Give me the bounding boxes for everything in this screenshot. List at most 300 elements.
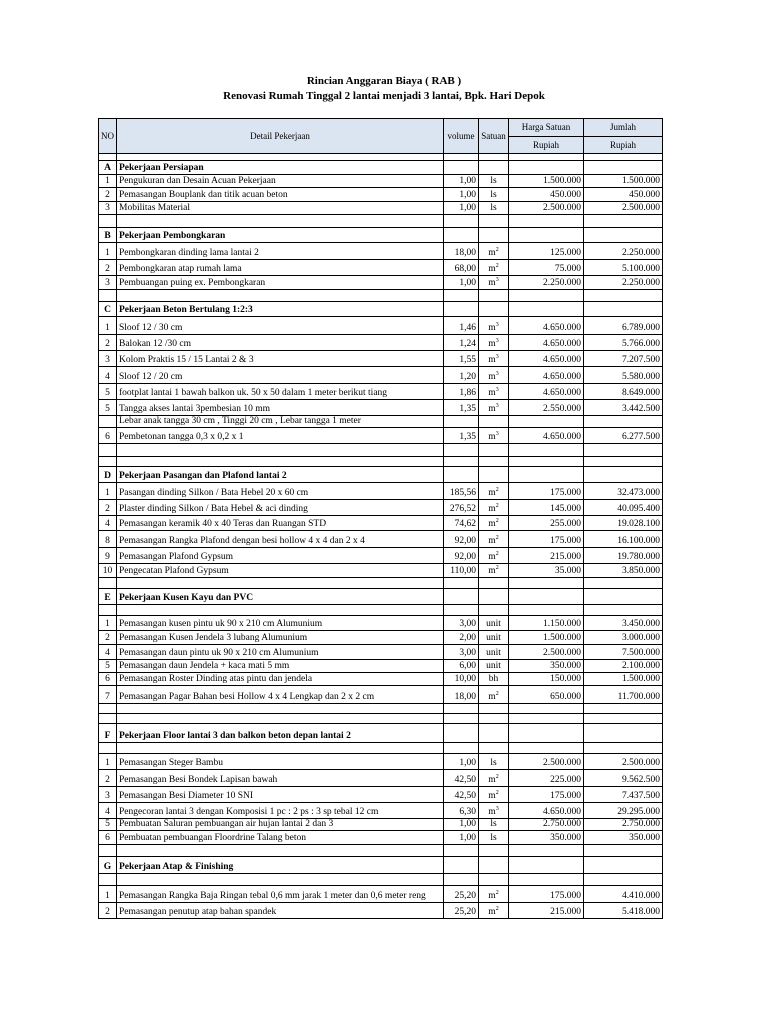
item-harga-satuan: 2.500.000: [509, 202, 584, 215]
empty-cell: [584, 290, 663, 302]
unit-text: m: [488, 323, 496, 333]
empty-cell: [117, 154, 444, 161]
empty-cell: [509, 704, 584, 714]
rab-table: [98, 118, 663, 919]
item-description: Sloof 12 / 30 cm: [117, 317, 444, 335]
item-volume: 68,00: [444, 260, 479, 276]
item-description: Pemasangan daun Jendela + kaca mati 5 mm: [117, 660, 444, 673]
section-header-row: [99, 724, 663, 743]
unit-text: m: [488, 566, 496, 576]
item-harga-satuan: 4.650.000: [509, 351, 584, 367]
item-volume: 25,20: [444, 886, 479, 903]
unit-exponent: 2: [495, 565, 499, 571]
item-jumlah: 450.000: [584, 188, 663, 202]
item-unit: [479, 175, 509, 188]
item-unit: [479, 631, 509, 645]
item-jumlah: 2.250.000: [584, 276, 663, 290]
empty-cell: [444, 578, 479, 589]
unit-exponent: 2: [495, 691, 499, 697]
item-harga-satuan: 255.000: [509, 516, 584, 531]
empty-cell: [99, 154, 117, 161]
item-unit: [479, 770, 509, 787]
empty-cell: [117, 444, 444, 457]
item-volume: 42,50: [444, 787, 479, 803]
empty-cell: [444, 605, 479, 616]
item-harga-satuan: 125.000: [509, 243, 584, 260]
unit-text: m: [488, 278, 496, 288]
unit-text: m: [488, 504, 496, 514]
item-description: Pasangan dinding Silkon / Bata Hebel 20 x 60 cm: [117, 483, 444, 500]
table-row: [99, 616, 663, 631]
empty-cell: [584, 154, 663, 161]
item-jumlah: 7.207.500: [584, 351, 663, 367]
item-no: 4: [99, 516, 117, 531]
item-no: 6: [99, 831, 117, 845]
empty-cell: [444, 290, 479, 302]
table-row: [99, 367, 663, 384]
empty-cell: [99, 578, 117, 589]
section-title: Pekerjaan Persiapan: [117, 161, 444, 175]
unit-exponent: 3: [495, 338, 499, 344]
unit-exponent: 2: [495, 247, 499, 253]
item-no: 1: [99, 754, 117, 770]
header-harga-rupiah: Rupiah: [509, 137, 584, 154]
unit-exponent: 2: [495, 890, 499, 896]
item-volume: [444, 416, 479, 428]
item-jumlah: 350.000: [584, 831, 663, 845]
empty-cell: [584, 589, 663, 605]
item-volume: 74,62: [444, 516, 479, 531]
empty-cell: [444, 589, 479, 605]
item-no: 3: [99, 276, 117, 290]
document-subtitle: Renovasi Rumah Tinggal 2 lantai menjadi 3 lantai, Bpk. Hari Depok: [223, 90, 545, 102]
item-harga-satuan: 350.000: [509, 660, 584, 673]
table-row: [99, 500, 663, 516]
item-volume: 1,55: [444, 351, 479, 367]
unit-text: m: [488, 775, 496, 785]
item-description: Pemasangan Bouplank dan titik acuan beton: [117, 188, 444, 202]
item-harga-satuan: 225.000: [509, 770, 584, 787]
item-jumlah: 9.562.500: [584, 770, 663, 787]
empty-cell: [444, 467, 479, 483]
item-volume: 18,00: [444, 243, 479, 260]
item-jumlah: 4.410.000: [584, 886, 663, 903]
item-unit: [479, 531, 509, 548]
section-code: C: [99, 302, 117, 317]
empty-cell: [509, 578, 584, 589]
empty-cell: [509, 874, 584, 886]
item-unit: [479, 819, 509, 831]
empty-cell: [584, 228, 663, 243]
table-row: [99, 276, 663, 290]
unit-text: ls: [490, 758, 497, 768]
empty-cell: [584, 161, 663, 175]
table-row: [99, 673, 663, 686]
blank-row: [99, 845, 663, 857]
unit-text: unit: [486, 661, 501, 671]
empty-cell: [99, 215, 117, 228]
empty-cell: [444, 228, 479, 243]
document-title: Rincian Anggaran Biaya ( RAB ): [306, 75, 462, 87]
item-description: Pengecatan Plafond Gypsum: [117, 564, 444, 578]
empty-cell: [99, 743, 117, 754]
table-row: [99, 645, 663, 660]
empty-cell: [99, 457, 117, 467]
item-volume: 1,00: [444, 175, 479, 188]
item-description: Pembuangan puing ex. Pembongkaran: [117, 276, 444, 290]
section-code: G: [99, 857, 117, 874]
header-detail: Detail Pekerjaan: [117, 119, 444, 154]
item-volume: 6,30: [444, 803, 479, 819]
item-description: Pengecoran lantai 3 dengan Komposisi 1 pc : 2 ps : 3 sp tebal 12 cm: [117, 803, 444, 819]
empty-cell: [117, 457, 444, 467]
item-harga-satuan: 215.000: [509, 548, 584, 564]
empty-cell: [509, 714, 584, 724]
item-harga-satuan: 2.500.000: [509, 754, 584, 770]
item-harga-satuan: 4.650.000: [509, 367, 584, 384]
header-jumlah-rupiah: Rupiah: [584, 137, 663, 154]
item-jumlah: 7.437.500: [584, 787, 663, 803]
item-volume: 276,52: [444, 500, 479, 516]
empty-cell: [584, 578, 663, 589]
item-unit: [479, 243, 509, 260]
item-unit: [479, 384, 509, 400]
empty-cell: [509, 724, 584, 743]
empty-cell: [117, 704, 444, 714]
empty-cell: [444, 161, 479, 175]
table-row: [99, 819, 663, 831]
item-no: 6: [99, 673, 117, 686]
empty-cell: [479, 215, 509, 228]
item-volume: 92,00: [444, 531, 479, 548]
item-no: 7: [99, 686, 117, 704]
empty-cell: [479, 589, 509, 605]
item-no: 2: [99, 770, 117, 787]
item-no: 8: [99, 531, 117, 548]
unit-text: m: [488, 891, 496, 901]
empty-cell: [444, 743, 479, 754]
empty-cell: [479, 154, 509, 161]
item-volume: 1,46: [444, 317, 479, 335]
empty-cell: [99, 290, 117, 302]
item-no: 5: [99, 400, 117, 416]
item-description: Pemasangan daun pintu uk 90 x 210 cm Alumunium: [117, 645, 444, 660]
empty-cell: [584, 444, 663, 457]
item-description: Sloof 12 / 20 cm: [117, 367, 444, 384]
item-jumlah: 19.780.000: [584, 548, 663, 564]
table-row: [99, 202, 663, 215]
item-description: Pembongkaran dinding lama lantai 2: [117, 243, 444, 260]
empty-cell: [479, 161, 509, 175]
item-volume: 10,00: [444, 673, 479, 686]
item-harga-satuan: 1.500.000: [509, 631, 584, 645]
item-volume: 1,00: [444, 276, 479, 290]
unit-exponent: 2: [495, 551, 499, 557]
item-no: 3: [99, 202, 117, 215]
table-row: [99, 548, 663, 564]
item-description: Pemasangan keramik 40 x 40 Teras dan Ruangan STD: [117, 516, 444, 531]
item-volume: 1,35: [444, 428, 479, 444]
item-jumlah: 6.277.500: [584, 428, 663, 444]
empty-cell: [584, 467, 663, 483]
item-harga-satuan: 2.250.000: [509, 276, 584, 290]
item-no: 2: [99, 260, 117, 276]
empty-cell: [509, 857, 584, 874]
item-description: footplat lantai 1 bawah balkon uk. 50 x 50 dalam 1 meter berikut tiang: [117, 384, 444, 400]
table-row: [99, 317, 663, 335]
empty-cell: [117, 714, 444, 724]
item-no: 2: [99, 188, 117, 202]
item-jumlah: 1.500.000: [584, 673, 663, 686]
table-row: [99, 803, 663, 819]
empty-cell: [117, 874, 444, 886]
item-no: 1: [99, 317, 117, 335]
empty-cell: [584, 457, 663, 467]
empty-cell: [509, 845, 584, 857]
section-title: Pekerjaan Atap & Finishing: [117, 857, 444, 874]
empty-cell: [117, 578, 444, 589]
item-jumlah: 5.766.000: [584, 335, 663, 351]
item-jumlah: 29.295.000: [584, 803, 663, 819]
item-harga-satuan: 145.000: [509, 500, 584, 516]
empty-cell: [509, 605, 584, 616]
item-jumlah: 2.500.000: [584, 202, 663, 215]
unit-exponent: 2: [495, 906, 499, 912]
item-jumlah: 2.750.000: [584, 819, 663, 831]
empty-cell: [99, 874, 117, 886]
item-harga-satuan: 1.500.000: [509, 175, 584, 188]
item-jumlah: [584, 416, 663, 428]
item-volume: 1,00: [444, 188, 479, 202]
empty-cell: [509, 290, 584, 302]
item-harga-satuan: 450.000: [509, 188, 584, 202]
item-unit: [479, 516, 509, 531]
empty-cell: [117, 290, 444, 302]
item-no: 1: [99, 483, 117, 500]
table-row: [99, 243, 663, 260]
item-unit: [479, 483, 509, 500]
table-row: [99, 660, 663, 673]
empty-cell: [584, 605, 663, 616]
empty-cell: [479, 290, 509, 302]
empty-cell: [479, 724, 509, 743]
item-no: [99, 416, 117, 428]
item-harga-satuan: 215.000: [509, 903, 584, 919]
unit-exponent: 3: [495, 806, 499, 812]
item-description: Pembuatan Saluran pembuangan air hujan lantai 2 dan 3: [117, 819, 444, 831]
empty-cell: [99, 605, 117, 616]
table-row: [99, 531, 663, 548]
item-jumlah: 2.100.000: [584, 660, 663, 673]
empty-cell: [444, 457, 479, 467]
item-unit: [479, 202, 509, 215]
empty-cell: [444, 154, 479, 161]
item-description: Pemasangan Rangka Plafond dengan besi hollow 4 x 4 dan 2 x 4: [117, 531, 444, 548]
table-row: [99, 384, 663, 400]
item-unit: [479, 754, 509, 770]
section-header-row: [99, 467, 663, 483]
section-code: E: [99, 589, 117, 605]
item-no: 3: [99, 787, 117, 803]
item-jumlah: 16.100.000: [584, 531, 663, 548]
empty-cell: [117, 215, 444, 228]
empty-cell: [509, 589, 584, 605]
table-row: [99, 886, 663, 903]
empty-cell: [509, 154, 584, 161]
item-description: Plaster dinding Silkon / Bata Hebel & aci dinding: [117, 500, 444, 516]
table-row: [99, 564, 663, 578]
item-volume: 1,00: [444, 202, 479, 215]
item-unit: [479, 660, 509, 673]
empty-cell: [509, 444, 584, 457]
item-unit: [479, 548, 509, 564]
empty-cell: [479, 302, 509, 317]
item-unit: [479, 188, 509, 202]
unit-exponent: 3: [495, 431, 499, 437]
blank-row: [99, 444, 663, 457]
item-description: Pemasangan Steger Bambu: [117, 754, 444, 770]
section-title: Pekerjaan Beton Bertulang 1:2:3: [117, 302, 444, 317]
table-row: [99, 686, 663, 704]
item-unit: [479, 428, 509, 444]
item-harga-satuan: 4.650.000: [509, 428, 584, 444]
item-volume: 110,00: [444, 564, 479, 578]
empty-cell: [584, 724, 663, 743]
item-no: 3: [99, 351, 117, 367]
item-jumlah: 5.580.000: [584, 367, 663, 384]
item-volume: 1,24: [444, 335, 479, 351]
item-unit: [479, 564, 509, 578]
empty-cell: [479, 444, 509, 457]
empty-cell: [117, 605, 444, 616]
header-no: NO: [99, 119, 117, 154]
item-volume: 25,20: [444, 903, 479, 919]
unit-text: m: [488, 488, 496, 498]
table-row: [99, 754, 663, 770]
table-row: [99, 831, 663, 845]
empty-cell: [584, 215, 663, 228]
item-unit: [479, 886, 509, 903]
empty-cell: [479, 605, 509, 616]
unit-exponent: 3: [495, 354, 499, 360]
item-unit: [479, 400, 509, 416]
item-no: 4: [99, 803, 117, 819]
empty-cell: [584, 857, 663, 874]
item-unit: [479, 351, 509, 367]
empty-cell: [479, 467, 509, 483]
empty-cell: [584, 874, 663, 886]
item-volume: 18,00: [444, 686, 479, 704]
empty-cell: [99, 714, 117, 724]
item-harga-satuan: 175.000: [509, 483, 584, 500]
empty-cell: [117, 743, 444, 754]
item-no: 4: [99, 645, 117, 660]
item-unit: [479, 367, 509, 384]
item-description: Pemasangan kusen pintu uk 90 x 210 cm Alumunium: [117, 616, 444, 631]
item-description: Pengukuran dan Desain Acuan Pekerjaan: [117, 175, 444, 188]
item-unit: [479, 673, 509, 686]
empty-cell: [509, 457, 584, 467]
unit-exponent: 2: [495, 790, 499, 796]
item-jumlah: 8.649.000: [584, 384, 663, 400]
section-header-row: [99, 228, 663, 243]
table-row: [99, 787, 663, 803]
empty-cell: [444, 215, 479, 228]
table-row: [99, 351, 663, 367]
unit-exponent: 2: [495, 487, 499, 493]
item-unit: [479, 276, 509, 290]
table-row: [99, 903, 663, 919]
empty-cell: [509, 161, 584, 175]
item-volume: 3,00: [444, 616, 479, 631]
unit-text: m: [488, 248, 496, 258]
unit-exponent: 3: [495, 322, 499, 328]
item-no: 6: [99, 428, 117, 444]
unit-exponent: 2: [495, 535, 499, 541]
empty-cell: [99, 444, 117, 457]
item-unit: [479, 616, 509, 631]
blank-row: [99, 605, 663, 616]
item-no: 1: [99, 243, 117, 260]
unit-exponent: 2: [495, 263, 499, 269]
empty-cell: [479, 228, 509, 243]
item-harga-satuan: 4.650.000: [509, 335, 584, 351]
item-harga-satuan: 150.000: [509, 673, 584, 686]
item-jumlah: 2.250.000: [584, 243, 663, 260]
item-harga-satuan: 4.650.000: [509, 317, 584, 335]
empty-cell: [509, 215, 584, 228]
section-code: D: [99, 467, 117, 483]
unit-text: ls: [490, 190, 497, 200]
item-no: 5: [99, 819, 117, 831]
item-unit: [479, 317, 509, 335]
item-description: Pemasangan Besi Diameter 10 SNI: [117, 787, 444, 803]
table-row: [99, 631, 663, 645]
empty-cell: [444, 444, 479, 457]
item-description: Tangga akses lantai 3pembesian 10 mm: [117, 400, 444, 416]
item-description: Pembuatan pembuangan Floordrine Talang beton: [117, 831, 444, 845]
section-code: F: [99, 724, 117, 743]
header-harga-satuan: Harga Satuan: [509, 119, 584, 137]
item-volume: 2,00: [444, 631, 479, 645]
table-row: [99, 335, 663, 351]
table-body: [99, 154, 663, 919]
empty-cell: [479, 845, 509, 857]
empty-cell: [584, 302, 663, 317]
empty-cell: [479, 714, 509, 724]
item-harga-satuan: 350.000: [509, 831, 584, 845]
item-description: Pemasangan Besi Bondek Lapisan bawah: [117, 770, 444, 787]
item-description: Pembongkaran atap rumah lama: [117, 260, 444, 276]
item-no: 10: [99, 564, 117, 578]
item-description: Pemasangan Pagar Bahan besi Hollow 4 x 4 Lengkap dan 2 x 2 cm: [117, 686, 444, 704]
item-description: Pembetonan tangga 0,3 x 0,2 x 1: [117, 428, 444, 444]
unit-text: unit: [486, 633, 501, 643]
item-unit: [479, 787, 509, 803]
empty-cell: [479, 578, 509, 589]
item-unit: [479, 416, 509, 428]
empty-cell: [444, 704, 479, 714]
item-jumlah: 11.700.000: [584, 686, 663, 704]
unit-exponent: 2: [495, 518, 499, 524]
unit-text: m: [488, 339, 496, 349]
item-volume: 1,00: [444, 831, 479, 845]
header-satuan: Satuan: [479, 119, 509, 154]
unit-text: m: [488, 907, 496, 917]
section-title: Pekerjaan Pembongkaran: [117, 228, 444, 243]
unit-text: m: [488, 432, 496, 442]
empty-cell: [584, 845, 663, 857]
